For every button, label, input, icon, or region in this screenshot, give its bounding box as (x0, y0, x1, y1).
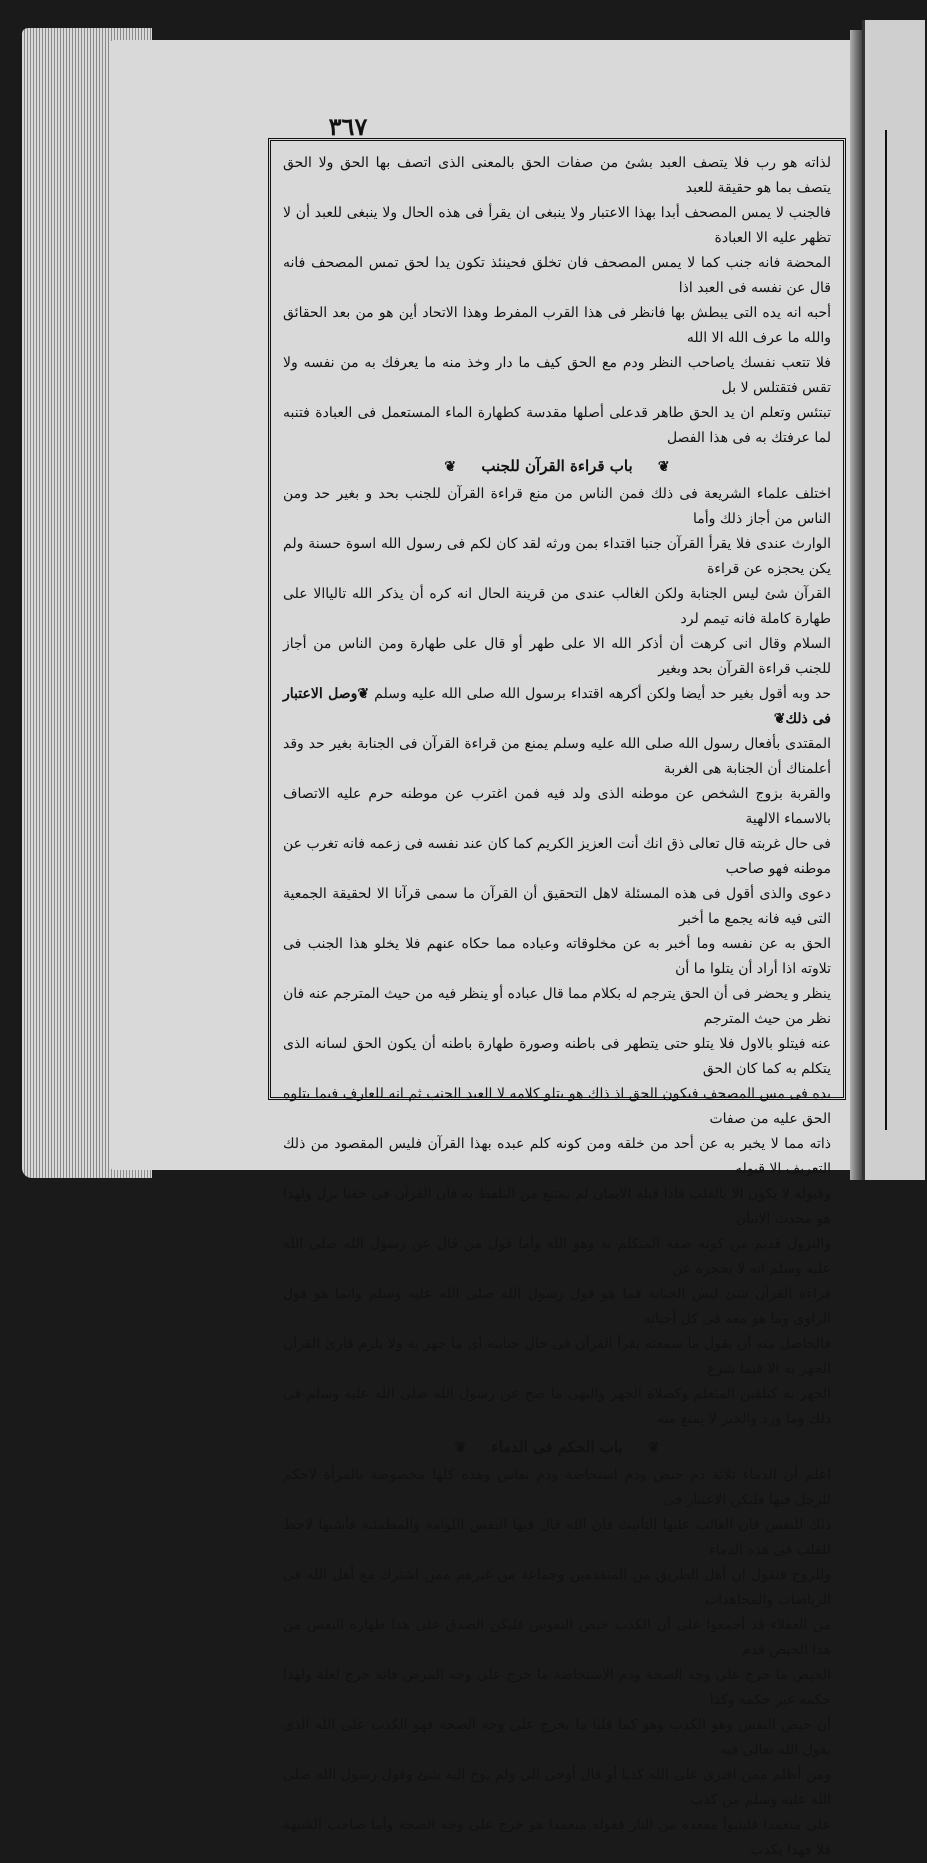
text-line: قراءة القرآن شئ ليس الجنابة فما هو قول رسول الله صلى الله عليه وسلم وانما هو قول الراوى وما هو معه فى كل أحيانه (283, 1286, 831, 1327)
text-line: ذلك للنفس فان الغالب عليها التأنيث فان الله قال فيها النفس اللوامة والمطمئنة فأشبها لاحظ للقلب فى هذه الدماء (283, 1517, 831, 1558)
text-line: لذاته هو رب فلا يتصف العبد بشئ من صفات الحق بالمعنى الذى اتصف بها الحق ولا الحق يتصف بما هو حقيقة للعبد (283, 155, 831, 196)
section-heading-text: باب الحكم فى الدماء (491, 1438, 623, 1456)
inline-heading: ❦وصل الاعتبار فى ذلك❦ (283, 686, 831, 727)
text-line: المحضة فانه جنب كما لا يمس المصحف فان تخلق فحينئذ تكون يدا لحق تمس المصحف فانه قال عن نفسه فى العبد اذا (283, 255, 832, 296)
text-line: فالحاصل منه أن يقول ما سمعته يقرأ القرآن فى حال جنابته أى ما جهر به ولا يلزم قارئ القرآن الجهر به الا فيما شرع (283, 1336, 831, 1377)
text-line: والنزول قديم من كونه صفة المتكلم به وهو الله وأما قول من قال عن رسول الله صلى الله عليه وسلم انه لا يحجزه عن (283, 1236, 831, 1277)
text-line: أحبه انه يده التى يبطش بها فانظر فى هذا القرب المفرط وهذا الاتحاد أين هو من بعد الحقائق والله ما عرف الله الا الله (283, 305, 831, 346)
text-line: ينظر و يحضر فى أن الحق يترجم له بكلام مما قال عباده أو ينظر فيه من حيث المترجم عنه فان نظر من حيث المترجم (283, 986, 831, 1027)
text-line: ومن أظلم ممن افترى على الله كذبا أو قال أوحى الى ولم يوح اليه شئ وقول رسول الله صلى الله عليه وسلم من كذب (283, 1767, 831, 1808)
section-heading-text: باب قراءة القرآن للجنب (481, 457, 633, 475)
text-line: وقبوله لا يكون الا بالقلب فاذا قبله الايمان لم يمتنع من التلفظ به فان القرآن فى حقنا نزل ولهذا هو محدث الاتيان (283, 1186, 831, 1227)
text-line: فى حال غربته قال تعالى ذق انك أنت العزيز الكريم كما كان عند نفسه فى زعمه فانه تغرب عن موطنه فهو صاحب (283, 836, 831, 877)
section-heading-quran-reading (283, 454, 831, 479)
text-line (283, 682, 831, 732)
text-line: الحيض ما خرج على وجه الصحة ودم الاستحاضة ما خرج على وجه المرض فانه خرج لعلة ولهذا حكمه غير حكمه وكذا (283, 1667, 831, 1708)
text-line: الجهر به كتلقين المتعلم وكصلاة الجهر والنهى ما صح عن رسول الله صلى الله عليه وسلم فى ذلك وما ورد والخبر لا يمنع منه (283, 1386, 831, 1427)
text-line: تبتئس وتعلم ان يد الحق طاهر قدعلى أصلها مقدسة كطهارة الماء المستعمل فى العبادة فتنبه لما عرفتك به فى هذا الفصل (283, 405, 831, 446)
text-line: القرآن شئ ليس الجنابة ولكن الغالب عندى من قرينة الحال انه كره أن يذكر الله تالياالا على طهارة كاملة فانه تيمم لرد (283, 586, 831, 627)
text-line: من العقلاء قد أجمعوا على أن الكذب حيض النفوس فليكن الصدق على هذا طهارة النفس من هذا الحيض فدم (283, 1617, 831, 1658)
facing-page-frame (885, 130, 927, 1130)
ornament-icon: ❦ (647, 1440, 660, 1456)
section2-text (283, 1463, 831, 1863)
text-line: دعوى والذى أقول فى هذه المسئلة لاهل التحقيق أن القرآن ما سمى قرآنا الا لحقيقة الجمعية التى فيه فانه يجمع ما أخبر (283, 886, 831, 927)
text-line: على متعمدا فليتبوأ مقعده من النار فقوله متعمدا هو خرج على وجه الصحة وأما صاحب الشبهة فلا فهذا يكذب (283, 1817, 831, 1858)
text-line: الحق به عن نفسه وما أخبر به عن مخلوقاته وعباده مما حكاه عنهم فلا يخلو هذا الجنب فى تلاوته اذا أراد أن يتلوا ما أن (283, 936, 831, 977)
text-line: الوارث عندى فلا يقرأ القرآن جنبا اقتداء بمن ورثه لقد كان لكم فى رسول الله اسوة حسنة ولم يكن يحجزه عن قراءة (283, 536, 831, 577)
section-heading-blood-rulings (283, 1435, 831, 1460)
ornament-icon: ❦ (657, 459, 670, 475)
ornament-icon: ❦ (444, 459, 457, 475)
text-frame (268, 138, 846, 1858)
text-line: ذاته مما لا يخبر به عن أحد من خلقه ومن كونه كلم عبده بهذا القرآن فليس المقصود من ذلك التعريف الا قبوله (283, 1136, 831, 1177)
text-line: فالجنب لا يمس المصحف أبدا بهذا الاعتبار ولا ينبغى ان يقرأ فى هذه الحال ولا ينبغى للعبد أن لا تظهر عليه الا العبادة (283, 205, 831, 246)
intro-text (283, 151, 831, 451)
text-line: اعلم أن الدماء ثلاثة دم حيض ودم استحاضة ودم نفاس وهذه كلها مخصوصة بالمرأة لاحكم للرجل فيها فليكن الاعتبار فى (283, 1467, 831, 1508)
facing-page (862, 20, 925, 1180)
text-line: يده فى مس المصحف فيكون الحق اذ ذاك هو يتلو كلامه لا العبد الجنب ثم انه للعارف فيما يتلوه الحق عليه من صفات (283, 1086, 831, 1127)
text-line: فلا تتعب نفسك ياصاحب النظر ودم مع الحق كيف ما دار وخذ منه ما يعرفك به من نفسه ولا تقس فتقتلس لا بل (283, 355, 831, 396)
text-line: السلام وقال انى كرهت أن أذكر الله الا على طهر أو قال على طهارة ومن الناس من أجاز للجنب قراءة القرآن بحد وبغير (283, 636, 831, 677)
text-line: عنه فيتلو بالاول فلا يتلو حتى يتطهر فى باطنه وصورة طهارة باطنه أن يكون الحق لسانه الذى يتكلم به كما كان الحق (283, 1036, 831, 1077)
text-line: أن حيض النفس وهو الكذب وهو كما قلنا ما يخرج على وجه الصحة فهو الكذب على الله الذى يقول الله تعالى فيه (283, 1717, 831, 1758)
text-line: اختلف علماء الشريعة فى ذلك فمن الناس من منع قراءة القرآن للجنب بحد و بغير حد ومن الناس من أجاز ذلك وأما (283, 486, 831, 527)
text-line: المقتدى بأفعال رسول الله صلى الله عليه وسلم يمنع من قراءة القرآن فى الجنابة بغير حد وقد أعلمناك أن الجنابة هى الغربة (283, 736, 831, 777)
text-line: والقربة بزوج الشخص عن موطنه الذى ولد فيه فمن اغترب عن موطنه حرم عليه الاتصاف بالاسماء الالهية (283, 786, 831, 827)
text-line: وللروح فنقول ان أهل الطريق من المتقدمين وجماعة من غيرهم ممن اشترك مع أهل الله فى الرياضات والمجاهدات (283, 1567, 831, 1608)
text-fragment: حد وبه أقول بغير حد أيضا ولكن أكرهه اقتداء برسول الله صلى الله عليه وسلم (374, 686, 832, 702)
section1-text (283, 482, 831, 1432)
ornament-icon: ❦ (454, 1440, 467, 1456)
page-number: ٣٦٧ (328, 112, 368, 141)
